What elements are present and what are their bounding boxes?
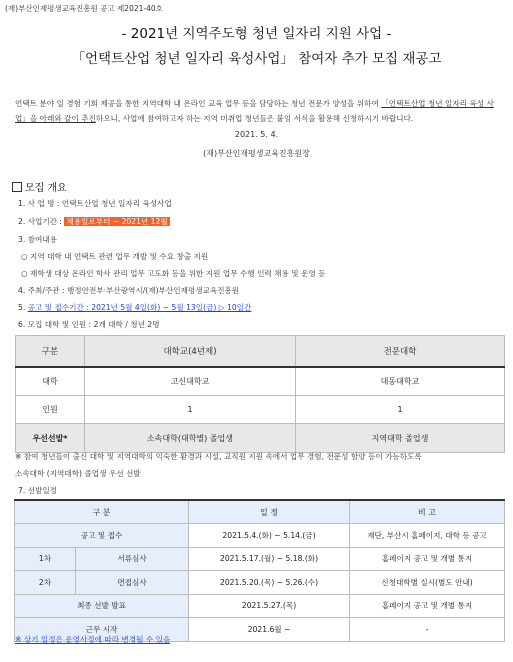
item-application-period	[18, 302, 251, 313]
table-cell: 소속대학(대학별) 졸업생	[85, 424, 296, 453]
item-project-name: 1. 사 업 명 : 언택트산업 청년 일자리 육성사업	[18, 199, 172, 208]
item-period-highlight: 채용일로부터 ~ 2021년 12월	[66, 217, 168, 226]
table-header: 전문대학	[296, 336, 505, 368]
table-cell: 고신대학교	[85, 367, 296, 396]
intro-paragraph	[15, 96, 503, 126]
table-cell: 면접심사	[76, 571, 189, 595]
table-cell: 2021.5.20.(목) ~ 5.26.(수)	[189, 571, 350, 595]
table-cell: 1차	[15, 547, 76, 571]
organization-name: (재)부산인재평생교육진흥원장	[203, 149, 310, 158]
checkbox-square-icon	[12, 182, 22, 192]
table-cell: 2021.5.4.(화) ~ 5.14.(금)	[189, 524, 350, 548]
table-cell: 2차	[15, 571, 76, 595]
table-header: 구 분	[15, 500, 189, 524]
table-cell: 재단, 부산시 홈페이지, 대학 등 공고	[350, 524, 505, 548]
table-row-priority	[16, 424, 505, 453]
table-header: 비 고	[350, 500, 505, 524]
page-title-line2: 「언택트산업 청년 일자리 육성사업」 참여자 추가 모집 재공고	[71, 51, 442, 67]
item-content-b: ○ 재학생 대상 온라인 학사 관리 업무 고도화 등을 위한 지원 업무 수행 인력 채용 및 운영 등	[21, 269, 326, 278]
table-cell: 1	[296, 396, 505, 424]
announcement-date: 2021. 5. 4.	[234, 130, 279, 139]
application-period-link[interactable]: 공고 및 접수기간 : 2021년 5월 4일(화) ~ 5월 13일(금) ▷ 10일간	[27, 303, 252, 312]
table-row	[15, 524, 505, 548]
table-cell: 공고 및 접수	[15, 524, 189, 548]
section-title	[12, 179, 67, 194]
table-cell: 홈페이지 공고 및 개별 통지	[350, 547, 505, 571]
schedule-change-note: ※ 상기 일정은 운영사정에 따라 변경될 수 있음	[15, 635, 171, 644]
table-row	[15, 571, 505, 595]
table-cell: 우선선발*	[16, 424, 85, 453]
item-period-label: 2. 사업기간 :	[18, 217, 65, 226]
table-cell: 1	[85, 396, 296, 424]
item-content-a: ○ 지역 대학 내 언택트 관련 업무 개발 및 수요 창출 지원	[21, 252, 209, 261]
page-title-line1: - 2021년 지역주도형 청년 일자리 지원 사업 -	[121, 26, 392, 42]
table-cell: 서류심사	[76, 547, 189, 571]
table-cell: 근무 시작	[15, 618, 189, 642]
notice-number: (재)부산인재평생교육진흥원 공고 제2021-40호	[5, 4, 163, 13]
table-note-line2: 소속대학 (지역대학) 졸업생 우선 선발	[15, 469, 141, 478]
item-selection-schedule: 7. 선발일정	[18, 486, 58, 495]
section-title-text: 모집 개요	[25, 183, 67, 194]
item-host: 4. 주최/주관 : 행정안전부·부산광역시/(재)부산인재평생교육진흥원	[18, 286, 240, 295]
table-cell: -	[350, 618, 505, 642]
table-header: 일 정	[189, 500, 350, 524]
table-cell: 인원	[16, 396, 85, 424]
table-cell: 2021.5.27.(목)	[189, 594, 350, 618]
intro-text-3: 하오니, 사업에 참여하고자 하는 지역 미취업 청년들은 붙임 서식을 활용해 신청하시기 바랍니다.	[95, 114, 414, 123]
table-cell: 2021.6월 ~	[189, 618, 350, 642]
table-row	[16, 396, 505, 424]
item-5-prefix: 5.	[18, 303, 28, 312]
table-row	[15, 547, 505, 571]
item-recruitment: 6. 모집 대학 및 인원 : 2개 대학 / 청년 2명	[18, 320, 160, 329]
table-note-line1: ※ 참여 청년들이 출신 대학 및 지역대학의 익숙한 환경과 시설, 교직원 지원 속에서 업무 경험, 전문성 함양 등이 가능하도록	[15, 452, 422, 461]
table-cell: 대동대학교	[296, 367, 505, 396]
table-cell: 대학	[16, 367, 85, 396]
item-content-title: 3. 참여내용	[18, 235, 58, 244]
table-cell: 최종 선발 발표	[15, 594, 189, 618]
table-header: 구분	[16, 336, 85, 368]
recruitment-table	[15, 335, 505, 453]
schedule-table	[14, 499, 505, 642]
table-cell: 지역대학 졸업생	[296, 424, 505, 453]
table-header: 대학교(4년제)	[85, 336, 296, 368]
intro-text-underlined: 「언택트산업 청년 일자리 육성 사업」을 아래와 같이 추진	[15, 99, 494, 123]
table-cell: 신청대학별 실시(별도 안내)	[350, 571, 505, 595]
table-row	[15, 594, 505, 618]
table-cell: 2021.5.17.(월) ~ 5.18.(화)	[189, 547, 350, 571]
item-period	[18, 216, 170, 227]
table-cell: 홈페이지 공고 및 개별 통지	[350, 594, 505, 618]
intro-text-1: 언택트 분야 일 경험 기회 제공을 통한 지역대학 내 온라인 교육 업무 등을 담당하는 청년 전문가 양성을 위하여	[15, 99, 382, 108]
table-row	[16, 367, 505, 396]
